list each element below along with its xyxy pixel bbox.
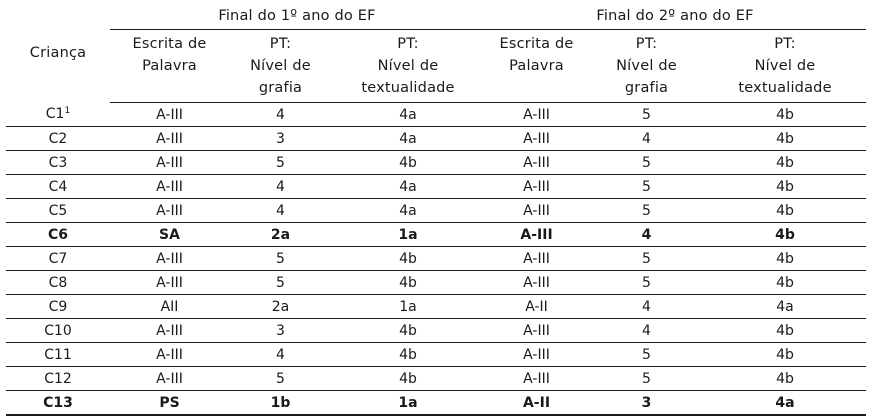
table-cell: A-III <box>484 367 589 391</box>
results-table <box>6 3 866 416</box>
table-cell: A-III <box>110 127 229 151</box>
subheader-line: Nível de <box>616 58 677 74</box>
subheader-line: Escrita de <box>132 36 207 52</box>
child-id-cell <box>6 103 110 127</box>
table-cell: 1a <box>332 391 484 416</box>
table-cell: 5 <box>589 175 704 199</box>
table-cell: AII <box>110 295 229 319</box>
table-cell: 3 <box>589 391 704 416</box>
subheader-word-writing-y2 <box>484 30 589 103</box>
subheader-line: textualidade <box>361 80 455 96</box>
table-cell: A-III <box>484 343 589 367</box>
subheader-line: Palavra <box>142 58 197 74</box>
table-cell: A-III <box>110 367 229 391</box>
table-body <box>6 103 866 416</box>
table-cell: 2a <box>229 223 332 247</box>
table-cell: 4a <box>332 199 484 223</box>
child-id: C10 <box>44 322 72 339</box>
table-cell: 4b <box>704 343 866 367</box>
subheader-line: Escrita de <box>499 36 574 52</box>
table-cell: 4b <box>332 367 484 391</box>
table-cell: A-III <box>110 271 229 295</box>
child-id: C1 <box>45 106 65 123</box>
footnote-marker: 1 <box>64 106 71 117</box>
table-cell: 4b <box>704 103 866 127</box>
child-id: C9 <box>48 298 68 315</box>
subheader-row <box>6 30 866 103</box>
table-cell: 5 <box>229 271 332 295</box>
child-id-cell <box>6 391 110 416</box>
table-header <box>6 3 866 103</box>
table-cell: 4 <box>229 175 332 199</box>
child-id: C4 <box>48 178 68 195</box>
table-cell: 4b <box>332 319 484 343</box>
table-cell: 5 <box>589 271 704 295</box>
table-cell: 4 <box>229 343 332 367</box>
subheader-line: PT: <box>269 36 292 52</box>
child-id: C7 <box>48 250 68 267</box>
table-cell: 3 <box>229 127 332 151</box>
table-cell: 5 <box>589 247 704 271</box>
subheader-line <box>484 77 589 99</box>
subheader-line: Nível de <box>754 58 816 74</box>
table-row <box>6 319 866 343</box>
subheader-graphic-level-y1 <box>229 30 332 103</box>
child-id: C5 <box>48 202 68 219</box>
table-cell: 4b <box>704 247 866 271</box>
child-id-cell <box>6 199 110 223</box>
table-cell: 4b <box>704 175 866 199</box>
child-id-cell <box>6 223 110 247</box>
table-row <box>6 247 866 271</box>
table-cell: A-III <box>484 319 589 343</box>
table-cell: 1a <box>332 295 484 319</box>
table-cell: 5 <box>229 367 332 391</box>
table-cell: 5 <box>589 343 704 367</box>
table-cell: 1a <box>332 223 484 247</box>
table-cell: 4b <box>704 199 866 223</box>
table-cell: PS <box>110 391 229 416</box>
child-id: C13 <box>43 394 73 411</box>
subheader-line: grafia <box>624 80 669 96</box>
child-id-cell <box>6 151 110 175</box>
table-row <box>6 127 866 151</box>
table-cell: A-III <box>110 343 229 367</box>
table-cell: A-II <box>484 295 589 319</box>
child-id-cell <box>6 175 110 199</box>
table-cell: 4 <box>589 127 704 151</box>
table-cell: A-III <box>110 151 229 175</box>
table-cell: 4b <box>704 271 866 295</box>
table-cell: 5 <box>589 199 704 223</box>
table-cell: SA <box>110 223 229 247</box>
subheader-line: PT: <box>774 36 796 52</box>
subheader-line: Nível de <box>377 58 439 74</box>
table-cell: 5 <box>589 151 704 175</box>
table-row <box>6 271 866 295</box>
table-cell: A-III <box>484 223 589 247</box>
child-id: C12 <box>44 370 72 387</box>
child-id: C2 <box>48 130 68 147</box>
table-row <box>6 343 866 367</box>
child-id-cell <box>6 343 110 367</box>
subheader-line: PT: <box>635 36 658 52</box>
subheader-textuality-level-y2 <box>704 30 866 103</box>
table-cell: 4 <box>589 295 704 319</box>
table-cell: 4a <box>704 295 866 319</box>
table-row <box>6 175 866 199</box>
table-cell: 4a <box>332 103 484 127</box>
table-cell: 4a <box>332 175 484 199</box>
subheader-line: textualidade <box>738 80 832 96</box>
group-header-year-1: Final do 1º ano do EF <box>110 3 484 30</box>
table-cell: 5 <box>589 367 704 391</box>
subheader-line: PT: <box>397 36 419 52</box>
table-cell: 4 <box>229 103 332 127</box>
table-cell: 4b <box>704 127 866 151</box>
child-id: C11 <box>44 346 72 363</box>
table-cell: 4b <box>704 223 866 247</box>
table-cell: 4b <box>332 151 484 175</box>
table-cell: 1b <box>229 391 332 416</box>
table-cell: 2a <box>229 295 332 319</box>
child-id-cell <box>6 319 110 343</box>
table-cell: 4b <box>332 343 484 367</box>
table-cell: A-III <box>484 127 589 151</box>
child-column-header: Criança <box>29 44 87 61</box>
table-cell: 4b <box>704 151 866 175</box>
child-id: C8 <box>48 274 68 291</box>
subheader-word-writing-y1 <box>110 30 229 103</box>
subheader-line: Palavra <box>509 58 564 74</box>
table-cell: 5 <box>589 103 704 127</box>
table-cell: 4 <box>589 223 704 247</box>
child-id-cell <box>6 271 110 295</box>
table-cell: 3 <box>229 319 332 343</box>
table-cell: 5 <box>229 151 332 175</box>
subheader-textuality-level-y1 <box>332 30 484 103</box>
table-cell: A-III <box>110 247 229 271</box>
child-id: C6 <box>47 226 68 243</box>
subheader-graphic-level-y2 <box>589 30 704 103</box>
subheader-line: grafia <box>258 80 303 96</box>
table-cell: 4b <box>704 319 866 343</box>
group-header-year-2: Final do 2º ano do EF <box>484 3 866 30</box>
table-cell: A-II <box>484 391 589 416</box>
table-cell: A-III <box>110 319 229 343</box>
table-row <box>6 223 866 247</box>
table-cell: 4a <box>332 127 484 151</box>
table-row <box>6 295 866 319</box>
table-cell: 4 <box>589 319 704 343</box>
table-row <box>6 199 866 223</box>
table-cell: A-III <box>484 247 589 271</box>
table-cell: A-III <box>110 199 229 223</box>
table-cell: 4 <box>229 199 332 223</box>
table-row <box>6 367 866 391</box>
table-row <box>6 391 866 416</box>
table-cell: 4b <box>332 247 484 271</box>
table-row <box>6 151 866 175</box>
table-row <box>6 103 866 127</box>
table-cell: A-III <box>484 271 589 295</box>
table-cell: A-III <box>484 199 589 223</box>
group-header-row <box>6 3 866 30</box>
child-id: C3 <box>48 154 68 171</box>
child-id-cell <box>6 295 110 319</box>
table-cell: A-III <box>484 103 589 127</box>
child-id-cell <box>6 247 110 271</box>
table-cell: 4a <box>704 391 866 416</box>
table-cell: 4b <box>704 367 866 391</box>
table-cell: A-III <box>110 103 229 127</box>
table-cell: 4b <box>332 271 484 295</box>
table-cell: 5 <box>229 247 332 271</box>
subheader-line: Nível de <box>250 58 311 74</box>
child-id-cell <box>6 127 110 151</box>
table-cell: A-III <box>110 175 229 199</box>
table-cell: A-III <box>484 151 589 175</box>
subheader-line <box>110 77 229 99</box>
child-id-cell <box>6 367 110 391</box>
table-cell: A-III <box>484 175 589 199</box>
